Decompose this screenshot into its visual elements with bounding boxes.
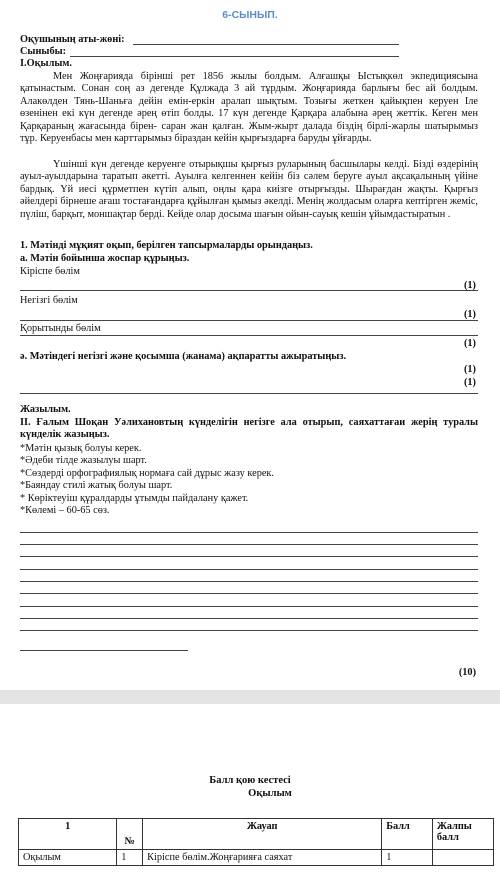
criterion-item: *Көлемі – 60-65 сөз.: [20, 505, 110, 517]
writing-line[interactable]: [20, 618, 478, 619]
task1-sub-a: а. Мәтін бойынша жоспар құрыңыз.: [20, 253, 190, 264]
criterion-item: * Көріктеуіш құралдарды ұтымды пайдалану қажет.: [20, 492, 249, 504]
class-line[interactable]: [70, 56, 399, 57]
writing-criteria-list: [20, 443, 460, 517]
main-answer-line[interactable]: [20, 320, 478, 321]
writing-line[interactable]: [20, 544, 478, 545]
intro-answer-line[interactable]: [20, 290, 478, 291]
writing-title: Жазылым.: [20, 404, 71, 415]
points-conclusion: (1): [463, 338, 476, 349]
table-row: [19, 850, 494, 866]
table-cell: [432, 850, 493, 866]
reading-title: I.Оқылым.: [20, 58, 72, 69]
criterion-item: *Сөздерді орфографиялық нормаға сай дұрыс жазу керек.: [20, 467, 275, 479]
writing-line[interactable]: [20, 569, 478, 570]
points-task2-b: (1): [463, 377, 476, 388]
header-cell: 1: [19, 819, 117, 850]
header-cell: Жауап: [143, 819, 382, 850]
writing-task: ІІ. Ғалым Шоқан Уәлихановтың күнделігін негізге ала отырып, саяхаттағаи жерің туралы күнделік жазыңыз.: [20, 417, 478, 441]
table-cell: 1: [382, 850, 433, 866]
header-cell: Балл: [382, 819, 433, 850]
points-main: (1): [463, 309, 476, 320]
criterion-item: *Әдеби тілде жазылуы шарт.: [20, 455, 147, 467]
class-label: Сыныбы:: [20, 46, 67, 57]
student-name-line[interactable]: [133, 44, 399, 45]
points-intro: (1): [463, 280, 476, 291]
reading-paragraph-2: Үшінші күн дегенде керуенге отырықшы қырғыз руларының басшылары келді. Бізді өздерінің ауыл-ауылдарына таратып әкетті. Ауылға келгеннен кейін біз сәлем беруге ауыл ақсақалының үйіне бардық. Үй иесі құрметпен күтіп алып, оңлы қара киізге отырғызды. Шырағдан жақты. Қырғыз әйелдері бірнеше ағаш тостағандарға құйылған қымыз әкелді. Менің жолдасым оларға кептірген жеміс, пүліш, барқыт, моншақтар берді. Кейде олар досыма шағын ойын-сауық кешін ұйымдастыратын .: [20, 159, 478, 220]
conclusion-label: Қорытынды бөлім: [20, 323, 101, 334]
conclusion-answer-line[interactable]: [20, 335, 478, 336]
writing-line[interactable]: [20, 593, 478, 594]
score-table: [18, 818, 494, 866]
task2-answer-line[interactable]: [20, 393, 478, 394]
criterion-item: *Мәтін қызық болуы керек.: [20, 443, 142, 454]
score-table-title: Балл қою кестесі: [209, 775, 291, 786]
writing-line-short[interactable]: [20, 650, 188, 651]
writing-line[interactable]: [20, 630, 478, 631]
table-cell: Оқылым: [19, 850, 117, 866]
score-table-header-row: [19, 819, 494, 850]
points-task2-a: (1): [463, 364, 476, 375]
page-separator: [0, 690, 500, 704]
header-cell: Жалпы балл: [432, 819, 493, 850]
grade-header: 6-СЫНЫП.: [222, 9, 278, 21]
score-table-subtitle: Оқылым: [248, 788, 292, 799]
worksheet-page-2: [0, 704, 500, 873]
main-part-label: Негізгі бөлім: [20, 295, 78, 306]
header-cell: №: [117, 819, 143, 850]
criterion-item: *Баяндау стилі жатық болуы шарт.: [20, 480, 173, 492]
points-writing: (10): [458, 667, 476, 678]
writing-line[interactable]: [20, 606, 478, 607]
table-cell: 1: [117, 850, 143, 866]
task1-title: 1. Мәтінді мұқият оқып, берілген тапсырмаларды орындаңыз.: [20, 240, 313, 251]
intro-label: Кіріспе бөлім: [20, 266, 80, 277]
writing-line[interactable]: [20, 532, 478, 533]
table-cell: Кіріспе бөлім.Жоңғарияға саяхат: [143, 850, 382, 866]
task2-title: ә. Мәтіндегі негізгі және қосымша (жанама) ақпаратты ажыратыңыз.: [20, 351, 347, 362]
reading-paragraph-1: Мен Жоңғарияда бірінші рет 1856 жылы болдым. Алғашқы Ыстықкөл экпедициясына қатынастым. Сонан соң аз дегенде Құлжада 3 ай тұрдым. Жоңғарияда барлығы бес ай болдым. Алакөлден Тянь-Шаньға дейін емін-еркін аралап шықтым. Тозығы жеткен қайықпен керуен Іле өзенінен екі күн дегенде әрең өтіп болды. 17 күн дегенде Қарқара алабына әрең жеттік. Кеген мен Қарқараның жағасында бірен- саран жан қалған. Жым-жырт далада біздің бірлі-жарлы шатырымыз тұр. Керуенбасы мен карттарымыз біраздан кейін қырғыздарға баруды ұйғарды.: [20, 71, 478, 145]
writing-line[interactable]: [20, 581, 478, 582]
student-name-label: Оқушының аты-жөні:: [20, 34, 125, 45]
writing-line[interactable]: [20, 556, 478, 557]
